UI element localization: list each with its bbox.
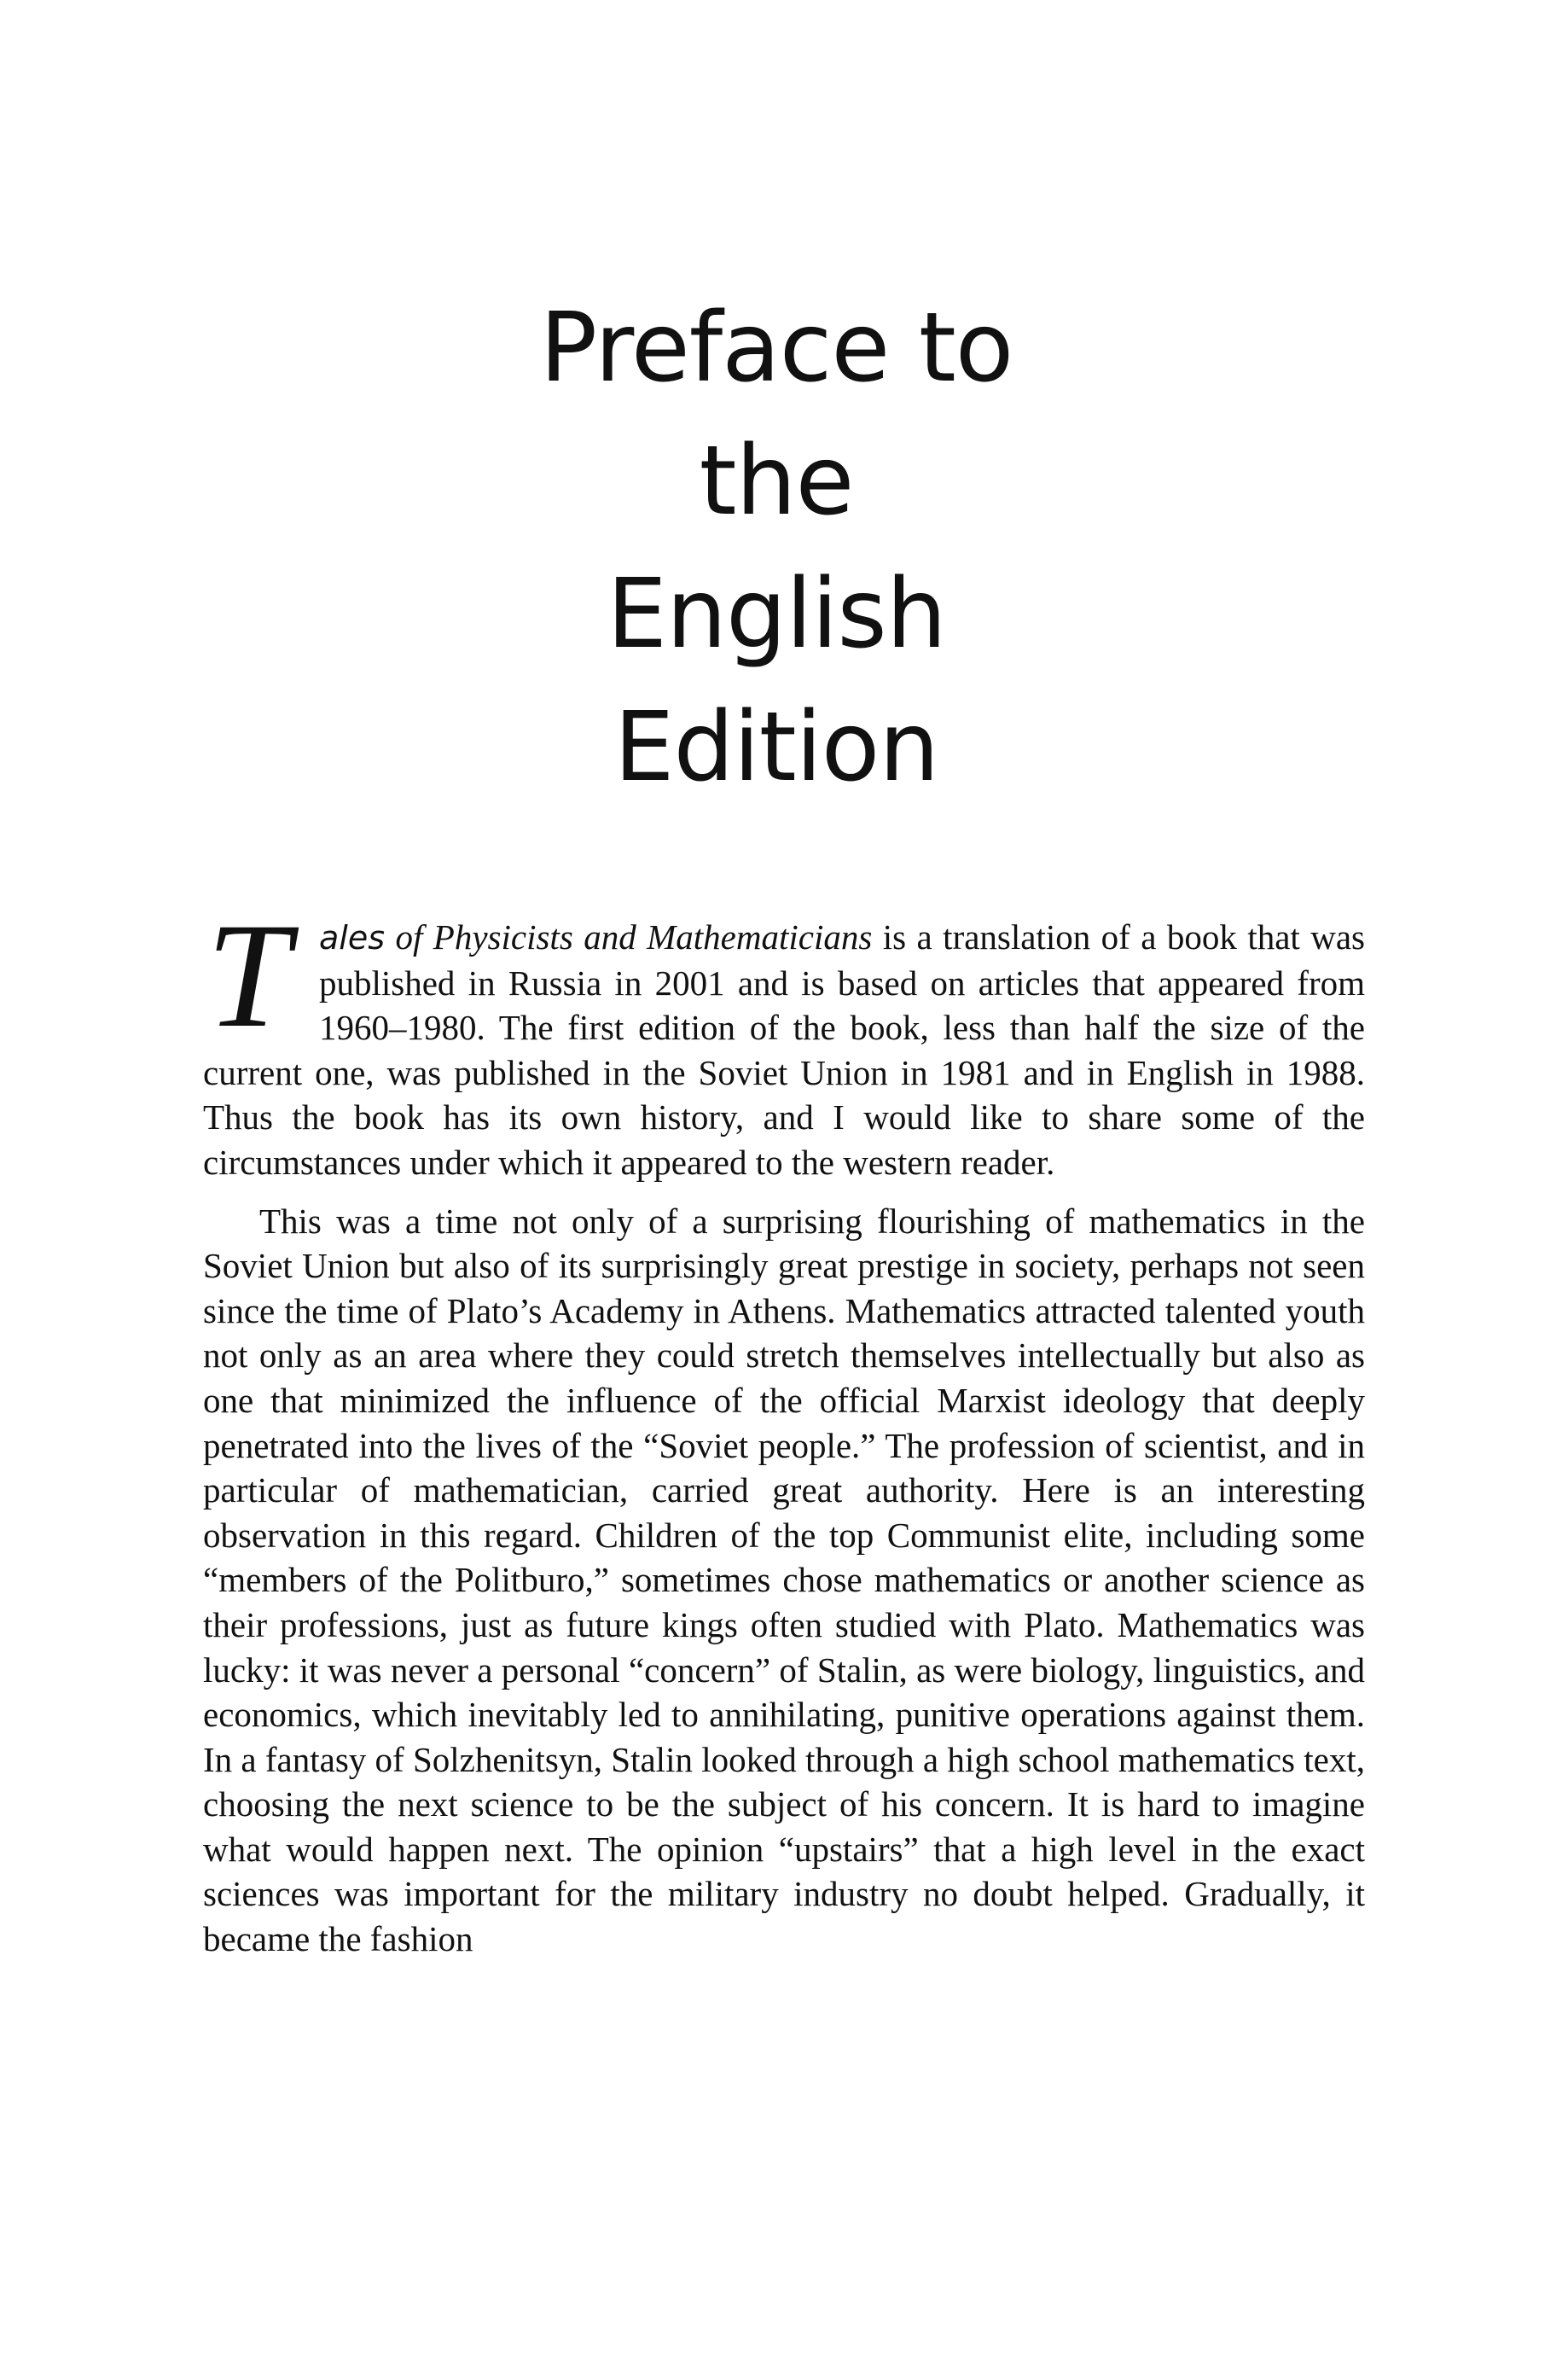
body-text	[203, 893, 1365, 1962]
drop-cap: T	[206, 893, 290, 1059]
paragraph-1	[203, 893, 1365, 1185]
title-line-1: Preface to the	[539, 293, 1013, 537]
page-title	[461, 282, 1092, 814]
title-line-2: English Edition	[607, 559, 946, 803]
lead-word: ales	[319, 919, 386, 957]
paragraph-2: This was a time not only of a surprising flourishing of mathematics in the Soviet Union but also of its surprisingly great prestige in society, perhaps not seen since the time of Plato’s Academy in Athens. Mathematics attracted talented youth not only as an area where they could stretch themselves intellectually but also as one that minimized the influence of the official Marxist ideology that deeply penetrated into the lives of the “Soviet people.” The profession of scientist, and in particular of mathematician, carried great authority. Here is an interesting observation in this regard. Children of the top Communist elite, including some “members of the Politburo,” sometimes chose mathematics or another science as their professions, just as future kings often studied with Plato. Mathematics was lucky: it was never a personal “concern” of Stalin, as were biology, linguistics, and economics, which inevitably led to annihilating, punitive operations against them. In a fantasy of Solzhenitsyn, Stalin looked through a high school mathematics text, choosing the next science to be the subject of his concern. It is hard to imagine what would happen next. The opinion “upstairs” that a high level in the exact sciences was important for the military industry no doubt helped. Gradually, it became the fashion	[203, 1201, 1365, 1959]
paragraph-1-text: is a translation of a book that was published in Russia in 2001 and is based on articles that appeared from 1960–1980. The first edition of the book, less than half the size of the current one, was published in the Soviet Union in 1981 and in English in 1988. Thus the book has its own history, and I would like to share some of the circumstances under which it appeared to the western reader.	[203, 917, 1365, 1182]
book-title-italic: of Physicists and Mathematicians	[395, 917, 873, 957]
